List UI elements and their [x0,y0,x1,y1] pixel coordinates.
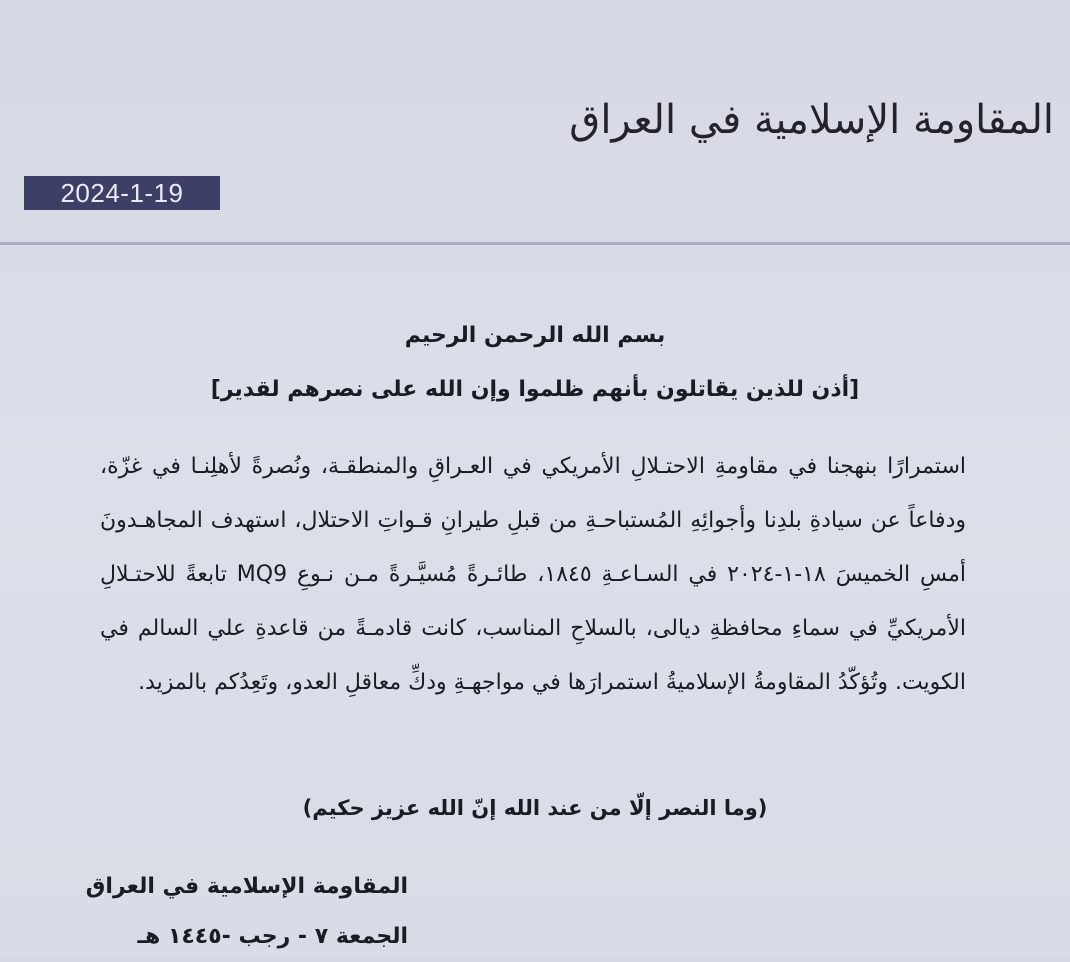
statement-body: استمرارًا بنهجنا في مقاومةِ الاحتـلالِ الأمريكي في العـراقِ والمنطقـة، ونُصرةً لأهلِنـا في غزّة، ودفاعاً عن سيادةِ بلدِنا وأجوائِهِ المُستباحـةِ من قبلِ طيرانِ قـواتِ الاحتلال، استهدف المجاهـدونَ أمسِ الخميسَ ١٨-١-٢٠٢٤ في السـاعـةِ ١٨٤٥، طائـرةً مُسيَّـرةً مـن نـوعِ MQ9 تابعةً للاحتـلالِ الأمريكيِّ في سماءِ محافظةِ ديالى، بالسلاحِ المناسب، كانت قادمـةً من قاعدةِ علي السالم في الكويت. وتُؤكّدُ المقاومةُ الإسلاميةُ استمرارَها في مواجهـةِ ودكِّ معاقلِ العدو، وتَعِدُكم بالمزيد. [100,454,966,695]
date-badge: 2024-1-19 [24,176,220,210]
signature-organization: المقاومة الإسلامية في العراق [85,874,408,899]
closing-verse: (وما النصر إلّا من عند الله إنّ الله عزيز حكيم) [302,796,768,820]
header-divider [0,242,1070,245]
signature-block [86,862,408,962]
organization-logo-title: المقاومة الإسلامية في العراق [569,97,1054,143]
quran-verse: [أذن للذين يقاتلون بأنهم ظلموا وإن الله على نصرهم لقدير] [210,377,860,402]
basmala: بسم الله الرحمن الرحيم [404,323,666,348]
signature-date: الجمعة ٧ - رجب -١٤٤٥ هـ [137,924,408,949]
